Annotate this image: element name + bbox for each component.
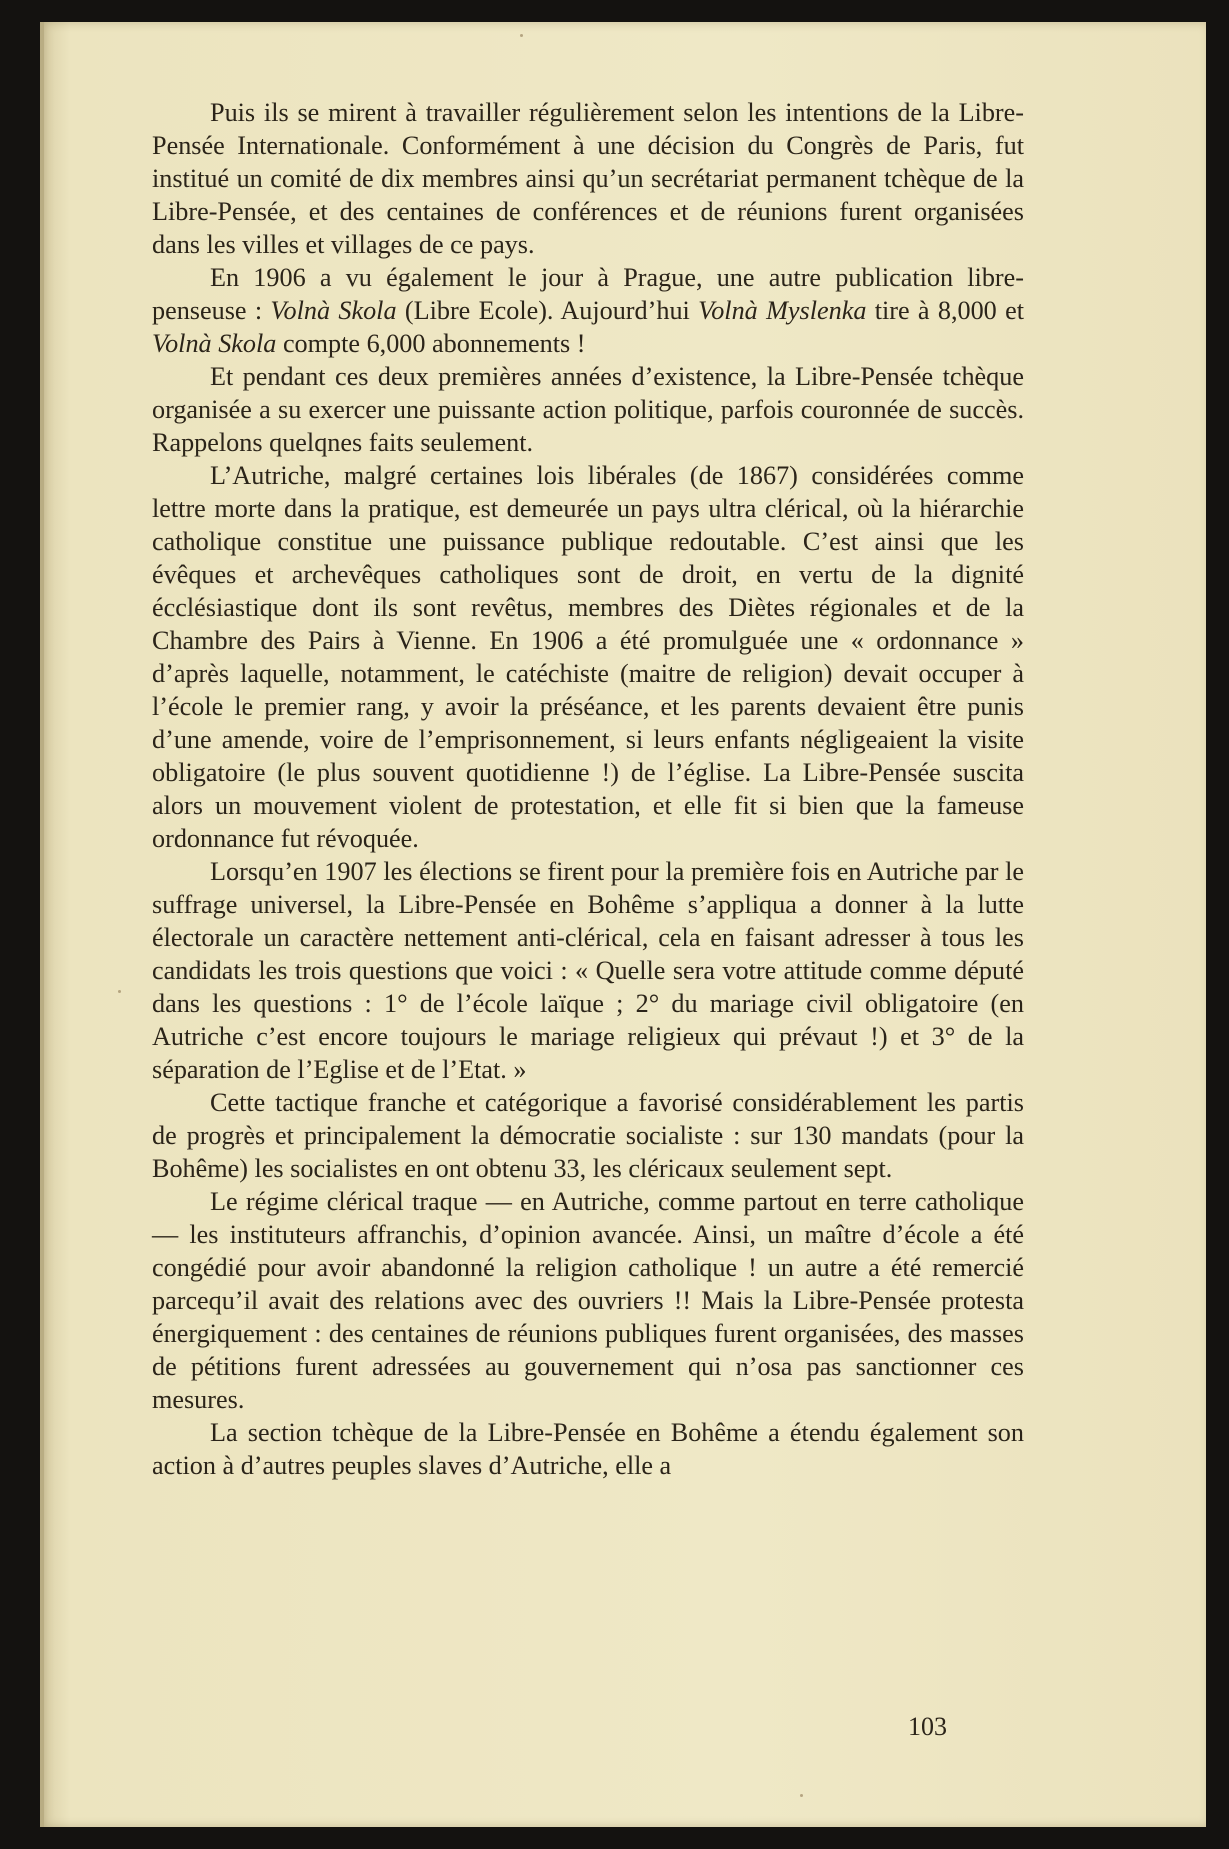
publication-end: compte 6,000 abonnements !: [276, 329, 586, 358]
paper-speck: [520, 34, 523, 37]
page-gutter: [40, 22, 44, 1827]
paragraph-7: Le régime clérical traque — en Autriche, comme partout en terre catholique — les instituteurs affranchis, d’opinion avancée. Ainsi, un maître d’école a été congédié pour avoir abandonné la religion catholique ! un autre a été remercié parcequ’il avait des relations avec des ouvriers !! Mais la Libre-Pensée protesta énergiquement : des centaines de réunions publiques furent organisées, des masses de pétitions furent adressées au gouvernement qui n’osa pas sanctionner ces mesures.: [152, 1187, 1024, 1414]
paper-speck: [118, 990, 121, 993]
paper-speck: [800, 1794, 803, 1797]
paragraph-3: Et pendant ces deux premières années d’existence, la Libre-Pensée tchèque organisée a su exercer une puissante action politique, parfois couronnée de succès. Rappelons quelqnes faits seulement.: [152, 362, 1024, 457]
book-page: [40, 22, 1206, 1827]
paragraph-5: Lorsqu’en 1907 les élections se firent pour la première fois en Autriche par le suffrage universel, la Libre-Pensée en Bohême s’appliqua a donner à la lutte électorale un caractère nettement anti-clérical, cela en faisant adresser à tous les candidats les trois questions que voici : « Quelle sera votre attitude comme député dans les questions : 1° de l’école laïque ; 2° du mariage civil obligatoire (en Autriche c’est encore toujours le mariage religieux qui prévaut !) et 3° de la séparation de l’Eglise et de l’Etat. »: [152, 857, 1024, 1084]
publication-title-volna-skola: Volnà Skola: [270, 296, 397, 325]
body-text: [152, 96, 1024, 1482]
page-number: 103: [908, 1712, 947, 1741]
publication-title-volna-myslenka: Volnà Myslenka: [698, 296, 867, 325]
paragraph-6: Cette tactique franche et catégorique a favorisé considérablement les partis de progrès et principalement la démocratie socialiste : sur 130 mandats (pour la Bohême) les socialistes en ont obtenu 33, les cléricaux seulement sept.: [152, 1088, 1024, 1183]
paragraph-8: La section tchèque de la Libre-Pensée en Bohême a étendu également son action à d’autres peuples slaves d’Autriche, elle a: [152, 1418, 1024, 1480]
paragraph-1: Puis ils se mirent à travailler régulièrement selon les intentions de la Libre-Pensée Internationale. Conformément à une décision du Congrès de Paris, fut institué un comité de dix membres ainsi qu’un secrétariat permanent tchèque de la Libre-Pensée, et des centaines de conférences et de réunions furent organisées dans les villes et villages de ce pays.: [152, 98, 1024, 259]
publication-intro: En 1906 a vu également le jour à Prague, une autre publication libre-penseuse :: [152, 263, 1024, 325]
publication-mid-1: (Libre Ecole). Aujourd’hui: [396, 296, 699, 325]
publication-mid-2: tire à 8,000 et: [866, 296, 1024, 325]
paragraph-4: L’Autriche, malgré certaines lois libérales (de 1867) considérées comme lettre morte dans la pratique, est demeurée un pays ultra clérical, où la hiérarchie catholique constitue une puissance publique redoutable. C’est ainsi que les évêques et archevêques catholiques sont de droit, en vertu de la dignité écclésiastique dont ils sont revêtus, membres des Diètes régionales et de la Chambre des Pairs à Vienne. En 1906 a été promulguée une « ordonnance » d’après laquelle, notamment, le catéchiste (maitre de religion) devait occuper à l’école le premier rang, y avoir la préséance, et les parents devaient être punis d’une amende, voire de l’emprisonnement, si leurs enfants négligeaient la visite obligatoire (le plus souvent quotidienne !) de l’église. La Libre-Pensée suscita alors un mouvement violent de protestation, et elle fit si bien que la fameuse ordonnance fut révoquée.: [152, 461, 1024, 853]
paragraph-publication: [152, 261, 1024, 360]
publication-title-volna-skola-2: Volnà Skola: [152, 329, 277, 358]
